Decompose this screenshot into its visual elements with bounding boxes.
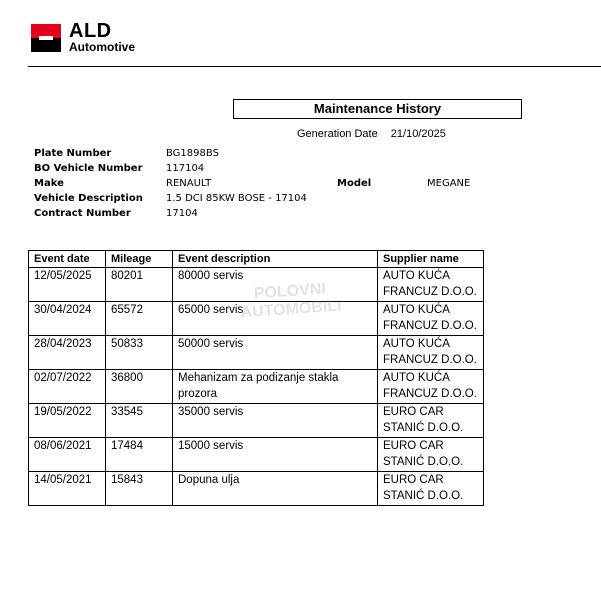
- cell-date: 08/06/2021: [29, 438, 106, 472]
- cell-mileage: 80201: [106, 268, 173, 302]
- cell-description: Dopuna ulja: [173, 472, 378, 506]
- generation-date-label: Generation Date: [297, 128, 378, 140]
- cell-date: 28/04/2023: [29, 336, 106, 370]
- cell-supplier: EURO CAR STANIĆ D.O.O.: [378, 438, 484, 472]
- generation-date: [297, 128, 446, 140]
- model-label: Model: [337, 178, 372, 189]
- cell-date: 14/05/2021: [29, 472, 106, 506]
- cell-description: 15000 servis: [173, 438, 378, 472]
- table-row: [29, 404, 484, 438]
- header-mileage: Mileage: [106, 251, 173, 268]
- cell-mileage: 33545: [106, 404, 173, 438]
- document-title: Maintenance History: [233, 99, 522, 119]
- make-value: RENAULT: [166, 178, 212, 189]
- cell-supplier: AUTO KUĆA FRANCUZ D.O.O.: [378, 268, 484, 302]
- cell-mileage: 17484: [106, 438, 173, 472]
- contract-number-value: 17104: [166, 208, 198, 219]
- cell-description: Mehanizam za podizanje stakla prozora: [173, 370, 378, 404]
- cell-mileage: 15843: [106, 472, 173, 506]
- brand-name: ALD: [69, 20, 112, 42]
- cell-supplier: AUTO KUĆA FRANCUZ D.O.O.: [378, 302, 484, 336]
- header-divider: [28, 66, 601, 67]
- make-label: Make: [34, 178, 64, 189]
- watermark-line2: AUTOMOBILI: [240, 297, 343, 322]
- cell-supplier: AUTO KUĆA FRANCUZ D.O.O.: [378, 370, 484, 404]
- cell-supplier: EURO CAR STANIĆ D.O.O.: [378, 404, 484, 438]
- header-event-description: Event description: [173, 251, 378, 268]
- cell-mileage: 50833: [106, 336, 173, 370]
- cell-description: 35000 servis: [173, 404, 378, 438]
- plate-number-label: Plate Number: [34, 148, 112, 159]
- cell-mileage: 65572: [106, 302, 173, 336]
- table-row: [29, 438, 484, 472]
- brand-subtitle: Automotive: [69, 40, 135, 54]
- header-event-date: Event date: [29, 251, 106, 268]
- plate-number-value: BG1898BS: [166, 148, 219, 159]
- vehicle-description-label: Vehicle Description: [34, 193, 143, 204]
- bo-vehicle-number-value: 117104: [166, 163, 205, 174]
- cell-supplier: AUTO KUĆA FRANCUZ D.O.O.: [378, 336, 484, 370]
- table-row: [29, 472, 484, 506]
- contract-number-label: Contract Number: [34, 208, 131, 219]
- watermark-line1: POLOVNI: [253, 280, 327, 303]
- cell-date: 02/07/2022: [29, 370, 106, 404]
- cell-date: 30/04/2024: [29, 302, 106, 336]
- header-supplier-name: Supplier name: [378, 251, 484, 268]
- cell-description: 65000 servis: [173, 302, 378, 336]
- table-row: [29, 370, 484, 404]
- table-header-row: [29, 251, 484, 268]
- generation-date-value: 21/10/2025: [390, 128, 446, 140]
- model-value: MEGANE: [427, 178, 471, 189]
- cell-date: 12/05/2025: [29, 268, 106, 302]
- cell-supplier: EURO CAR STANIĆ D.O.O.: [378, 472, 484, 506]
- watermark: [239, 280, 342, 323]
- cell-mileage: 36800: [106, 370, 173, 404]
- cell-description: 80000 servis: [173, 268, 378, 302]
- vehicle-description-value: 1.5 DCI 85KW BOSE - 17104: [166, 193, 307, 204]
- table-row: [29, 336, 484, 370]
- cell-date: 19/05/2022: [29, 404, 106, 438]
- ald-logo-mark: [31, 24, 61, 52]
- cell-description: 50000 servis: [173, 336, 378, 370]
- bo-vehicle-number-label: BO Vehicle Number: [34, 163, 143, 174]
